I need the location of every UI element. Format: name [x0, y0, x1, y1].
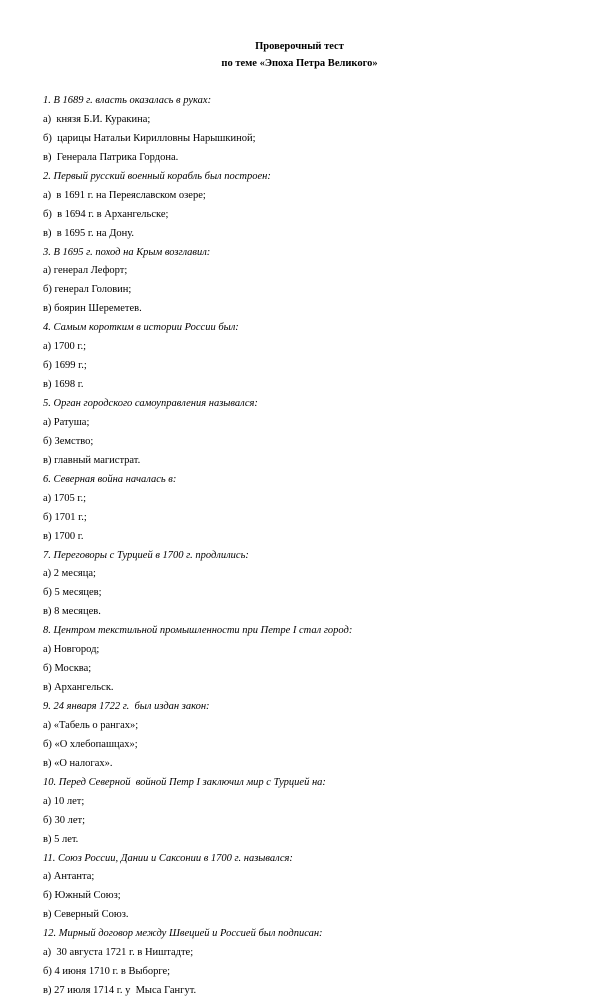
- answer-option: в) «О налогах».: [43, 757, 113, 769]
- answer-option: а) 2 месяца;: [43, 568, 96, 580]
- question-block: [43, 925, 563, 1001]
- question-text: 6. Северная война началась в:: [43, 473, 177, 485]
- document-title: Проверочный тест: [255, 41, 344, 52]
- answer-option: в) 1698 г.: [43, 379, 84, 391]
- question-text: 9. 24 января 1722 г. был издан закон:: [43, 701, 210, 712]
- answer-option: б) 1699 г.;: [43, 360, 87, 372]
- question-text: 4. Самым коротким в истории России был:: [43, 322, 239, 334]
- answer-option: б) Земство;: [43, 435, 94, 447]
- answer-option: а) 1700 г.;: [43, 341, 87, 353]
- answer-option: б) 1701 г.;: [43, 511, 87, 523]
- answer-option: б) «О хлебопашцах»;: [43, 738, 138, 750]
- question-block: [43, 698, 563, 774]
- question-block: [43, 850, 563, 926]
- answer-option: б) 4 июня 1710 г. в Выборге;: [43, 966, 171, 978]
- question-text: 11. Союз России, Дании и Саксонии в 1700 г. назывался:: [43, 852, 293, 864]
- answer-option: б) царицы Натальи Кирилловны Нарышкиной;: [43, 132, 256, 144]
- answer-option: б) в 1694 г. в Архангельске;: [43, 208, 169, 220]
- question-text: 8. Центром текстильной промышленности при Петре I стал город:: [43, 625, 353, 637]
- answer-option: б) Москва;: [43, 663, 92, 675]
- answer-option: в) Генерала Патрика Гордона.: [43, 151, 179, 163]
- answer-option: в) 5 лет.: [43, 833, 79, 845]
- question-text: 3. В 1695 г. поход на Крым возглавил:: [43, 246, 211, 258]
- answer-option: а) князя Б.И. Куракина;: [43, 113, 151, 125]
- answer-option: б) Южный Союз;: [43, 890, 121, 902]
- question-text: 5. Орган городского самоуправления назывался:: [43, 398, 258, 409]
- answer-option: а) 1705 г.;: [43, 492, 87, 504]
- answer-option: б) 5 месяцев;: [43, 587, 102, 599]
- question-text: 10. Перед Северной войной Петр I заключил мир с Турцией на:: [43, 776, 326, 788]
- answer-option: в) в 1695 г. на Дону.: [43, 227, 135, 239]
- answer-option: в) боярин Шереметев.: [43, 303, 142, 315]
- question-text: 1. В 1689 г. власть оказалась в руках:: [43, 95, 212, 106]
- answer-option: в) Северный Союз.: [43, 909, 129, 921]
- question-text: 7. Переговоры с Турцией в 1700 г. продлились:: [43, 549, 249, 561]
- answer-option: б) генерал Головин;: [43, 284, 132, 296]
- answer-option: а) Антанта;: [43, 871, 95, 883]
- question-block: [43, 395, 563, 471]
- question-text: 12. Мирный договор между Швецией и Россией был подписан:: [43, 928, 323, 940]
- question-text: 2. Первый русский военный корабль был построен:: [43, 170, 271, 182]
- answer-option: б) 30 лет;: [43, 814, 85, 826]
- question-block: [43, 622, 563, 698]
- answer-option: в) 8 месяцев.: [43, 606, 101, 618]
- question-block: [43, 471, 563, 547]
- question-block: [43, 774, 563, 850]
- answer-option: а) Ратуша;: [43, 416, 90, 428]
- question-block: [43, 244, 563, 320]
- answer-option: в) Архангельск.: [43, 682, 114, 694]
- answer-option: а) генерал Лефорт;: [43, 265, 128, 277]
- answer-option: в) главный магистрат.: [43, 454, 141, 466]
- answer-option: а) 10 лет;: [43, 795, 85, 807]
- question-block: [43, 319, 563, 395]
- questions-list: [43, 92, 563, 1001]
- document-subtitle: по теме «Эпоха Петра Великого»: [221, 58, 378, 69]
- question-block: [43, 92, 563, 168]
- question-block: [43, 168, 563, 244]
- answer-option: а) 30 августа 1721 г. в Ништадте;: [43, 947, 194, 959]
- question-block: [43, 547, 563, 623]
- answer-option: в) 1700 г.: [43, 530, 84, 542]
- answer-option: а) в 1691 г. на Переяславском озере;: [43, 189, 206, 201]
- answer-option: в) 27 июля 1714 г. у Мыса Гангут.: [43, 985, 197, 997]
- answer-option: а) Новгород;: [43, 644, 100, 656]
- answer-option: а) «Табель о рангах»;: [43, 719, 139, 731]
